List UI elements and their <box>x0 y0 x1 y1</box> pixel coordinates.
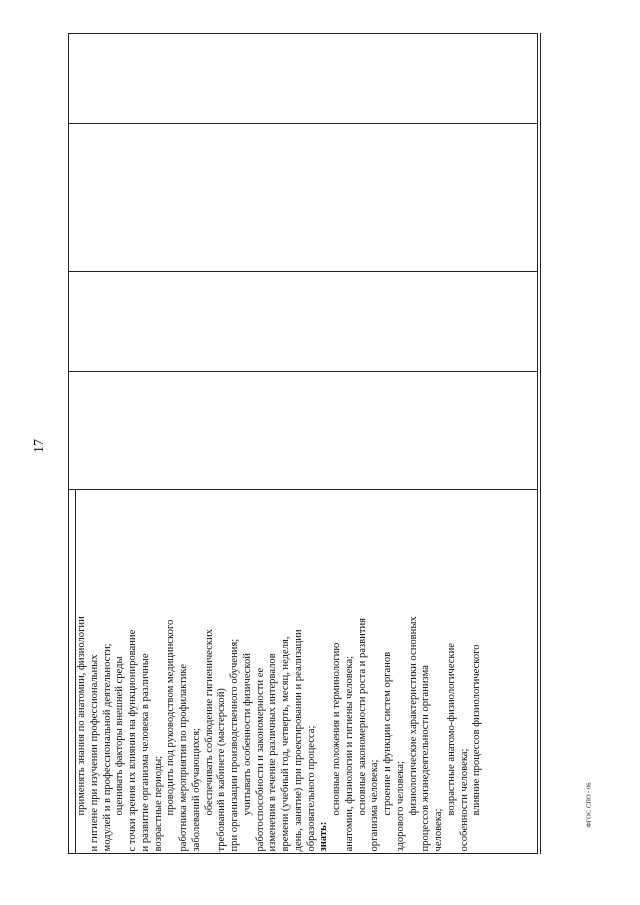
text-line: возрастные периоды; <box>152 755 164 852</box>
text-line: с точки зрения их влияния на функционирование <box>127 629 138 852</box>
text-line: влияние процессов физиологического <box>471 644 483 816</box>
column-divider-2 <box>68 271 538 272</box>
content-text <box>76 495 540 852</box>
text-line: здорового человека; <box>394 761 406 852</box>
text-line: возрастные анатомо-физиологические <box>445 643 457 816</box>
text-line: физиологические характеристики основных <box>407 616 419 816</box>
column-divider-1 <box>68 123 538 124</box>
page-number: 17 <box>32 439 47 453</box>
text-line: модулей и в профессиональной деятельности; <box>101 643 113 852</box>
text-line: и развитие организма человека в различные <box>139 653 151 852</box>
text-line: и гигиене при изучении профессиональных <box>88 654 100 852</box>
text-line: процессов жизнедеятельности организма <box>420 665 432 852</box>
text-line: применять знания по анатомии, физиологии <box>76 616 87 816</box>
text-line: работника мероприятия по профилактике <box>178 664 189 852</box>
text-line: анатомии, физиологии и гигиены человека; <box>343 655 355 852</box>
text-line: образовательного процесса; <box>305 725 317 852</box>
text-line: обеспечивать соблюдение гигиенических <box>203 629 215 816</box>
text-line: день, занятие) при проектировании и реализации <box>292 629 304 852</box>
section-heading: знать: <box>318 821 330 852</box>
text-line: организма человека; <box>369 759 381 852</box>
footer-label: ФГОС СПО - 06 <box>585 782 593 828</box>
column-divider-3 <box>68 371 538 372</box>
text-line: изменения в течение различных интервалов <box>267 653 279 852</box>
text-line: основные закономерности роста и развития <box>356 617 368 816</box>
text-line: проводить под руководством медицинского <box>165 619 177 816</box>
text-line: оценивать факторы внешней среды <box>114 656 126 816</box>
text-line: времени (учебный год, четверть, месяц, неделя, <box>280 636 291 852</box>
text-line: человека; <box>433 808 444 852</box>
text-line: заболеваний обучающихся; <box>190 727 202 852</box>
text-line: учитывать особенности физической <box>241 653 253 816</box>
cell-divider-right <box>540 33 541 854</box>
text-line: особенности человека; <box>458 748 470 852</box>
column-divider-4 <box>68 489 538 490</box>
text-line: строение и функции систем органов <box>382 651 393 816</box>
text-line: работоспособности и закономерности ее <box>254 667 266 852</box>
text-line: при организации производственного обучения; <box>229 638 240 852</box>
text-line: основные положения и терминологию <box>331 642 342 816</box>
text-line: требований в кабинете (мастерской) <box>216 688 228 852</box>
